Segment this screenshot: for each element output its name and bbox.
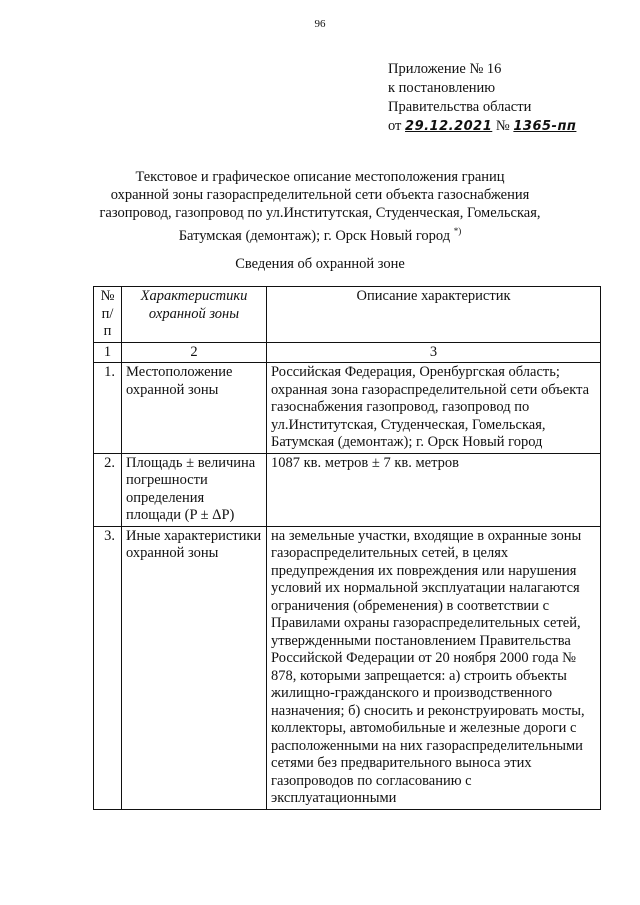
number-prefix: № [495,118,510,134]
header-number: № п/п [94,287,122,343]
title-line-2: охранной зоны газораспределительной сети объекта газоснабжения [110,187,530,203]
index-1: 1 [94,342,122,363]
footnote-mark: *) [453,226,462,236]
handwritten-number: 1365-пп [513,119,577,134]
row-description: 1087 кв. метров ± 7 кв. метров [267,453,601,526]
row-number: 3. [94,526,122,809]
date-prefix: от [388,118,402,134]
row-number: 1. [94,363,122,454]
handwritten-date: 29.12.2021 [405,119,493,134]
row-number: 2. [94,453,122,526]
appendix-line-2: к постановлению [388,80,496,96]
appendix-line-3: Правительства области [388,99,532,115]
row-characteristic: Иные характеристики охранной зоны [122,526,267,809]
row-description: Российская Федерация, Оренбургская область; охранная зона газораспределительной сети объекта газоснабжения газопровод, газопровод по ул.Институтская, Студенческая, Гомельская, Батумская (демонтаж); г. Орск Новый город [267,363,601,454]
appendix-block [388,60,576,136]
section-subtitle: Сведения об охранной зоне [235,256,405,272]
index-3: 3 [267,342,601,363]
header-description: Описание характеристик [267,287,601,343]
table-index-row [94,342,601,363]
table-row [94,526,601,809]
title-line-4-text: Батумская (демонтаж); г. Орск Новый город [178,227,451,244]
table-header-row [94,287,601,343]
row-characteristic: Местоположение охранной зоны [122,363,267,454]
header-characteristic: Характеристики охранной зоны [122,287,267,343]
row-description: на земельные участки, входящие в охранные зоны газораспределительных сетей, в целях предупреждения их повреждения или нарушения условий их нормальной эксплуатации налагаются ограничения (обременения) в соответствии с Правилами охраны газораспределительных сетей, утвержденными постановлением Правительства Российской Федерации от 20 ноября 2000 года № 878, которыми запрещается: а) строить объекты жилищно-гражданского и производственного назначения; б) сносить и реконструировать мосты, коллекторы, автомобильные и железные дороги с расположенными на них газораспределительными сетями без предварительного выноса этих газопроводов по согласованию с эксплуатационными [267,526,601,809]
appendix-line-1: Приложение № 16 [388,61,502,77]
table-row [94,363,601,454]
index-2: 2 [122,342,267,363]
title-line-3: газопровод, газопровод по ул.Институтская, Студенческая, Гомельская, [99,205,541,221]
zone-info-table [93,286,601,810]
row-characteristic: Площадь ± величина погрешности определения площади (P ± ΔP) [122,453,267,526]
appendix-date-line [388,117,576,136]
page-number: 96 [314,18,326,30]
document-title [60,168,580,245]
title-line-1: Текстовое и графическое описание местоположения границ [135,169,505,185]
table-row [94,453,601,526]
title-line-4 [60,222,580,245]
